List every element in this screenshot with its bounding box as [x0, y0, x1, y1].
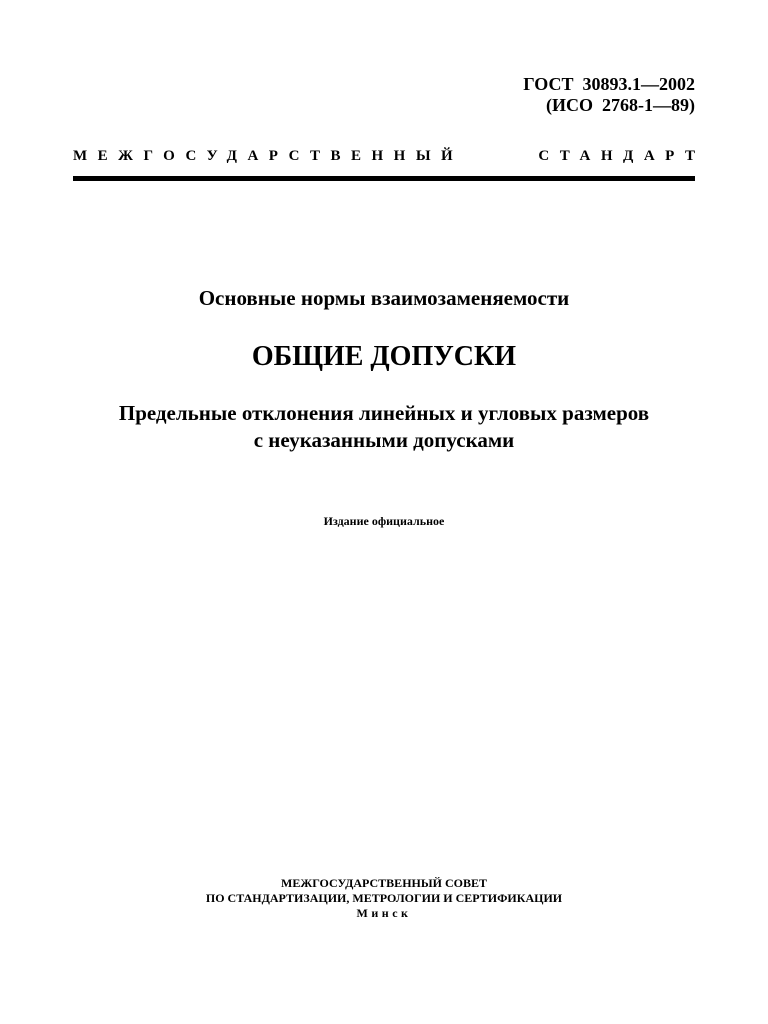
standard-type-line — [73, 146, 706, 166]
publisher-line-1: МЕЖГОСУДАРСТВЕННЫЙ СОВЕТ — [281, 876, 487, 890]
edition-note: Издание официальное — [323, 514, 445, 528]
standard-designation — [523, 74, 695, 116]
standard-type-left: МЕЖГОСУДАРСТВЕННЫЙ — [73, 148, 464, 164]
iso-number: (ИСО 2768-1—89) — [546, 95, 695, 115]
publisher-city: Минск — [356, 906, 412, 920]
subtitle-line-2: с неуказанными допусками — [253, 428, 515, 452]
publisher-line-2: ПО СТАНДАРТИЗАЦИИ, МЕТРОЛОГИИ И СЕРТИФИКАЦИИ — [205, 891, 563, 905]
document-subject: Основные нормы взаимозаменяемости — [198, 286, 570, 310]
standard-type-right: СТАНДАРТ — [538, 148, 706, 164]
document-title: ОБЩИЕ ДОПУСКИ — [251, 341, 517, 372]
publisher-block — [0, 876, 768, 921]
subtitle-line-1: Предельные отклонения линейных и угловых размеров — [118, 401, 650, 425]
document-subtitle — [0, 400, 768, 454]
gost-number: ГОСТ 30893.1—2002 — [523, 74, 695, 94]
header-divider — [73, 176, 695, 181]
